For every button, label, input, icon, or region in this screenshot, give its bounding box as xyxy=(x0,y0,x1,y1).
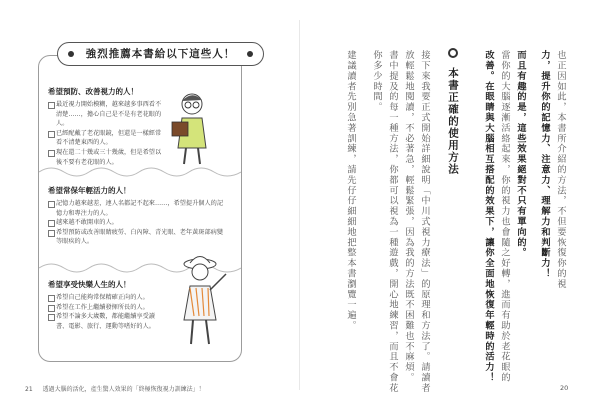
section-heading: 希望常保年輕活力的人！ xyxy=(48,185,218,196)
section-heading-text: 本書正確的使用方法 xyxy=(447,67,459,176)
body-column: 你多少時間。 xyxy=(371,50,382,113)
list-item: 希望預防或改善眼睛疲勞、白內障、青光眼、老年黃斑部病變等眼疾的人。 xyxy=(48,228,226,247)
body-column: 放輕鬆地閱讀，不必著急，輕鬆緊張，因為我的方法既不困難也不麻煩。 xyxy=(403,50,414,383)
body-column: 也正因如此，本書所介紹的方法，不但要恢復你的視 xyxy=(555,50,566,290)
bullet-dot-icon xyxy=(68,51,74,57)
list-item: 越來越不敢開車的人。 xyxy=(48,218,226,228)
section-heading: 希望享受快樂人生的人！ xyxy=(48,279,218,290)
section-vitality xyxy=(48,185,224,247)
list-item: 已經配戴了老花眼鏡，但還是一樣經常看不清楚東西的人。 xyxy=(48,129,166,148)
list-item: 記憶力越來越差，連人名都記不起來……，希望提升個人的記憶力和專注力的人。 xyxy=(48,199,226,218)
list-item: 最近視力開始模糊，越來越多事西看不清楚……，擔心自己是不是有老花眼的人。 xyxy=(48,100,166,129)
body-column: 建議讀者先別急著訓練，請先仔仔細細地把整本書瀏覽一遍。 xyxy=(345,50,356,331)
body-column: 當你的大腦逐漸活絡起來，你的視力也會隨之好轉，進而有助於老花眼的 xyxy=(499,50,510,383)
panel-title-text: 強烈推薦本書給以下這些人！ xyxy=(85,48,236,60)
ring-bullet-icon xyxy=(448,48,458,58)
list-item: 希望自己能夠常保精確正向的人。 xyxy=(48,293,164,303)
emphasis-column: 而且有趣的是，這些效果絕對不只有單向的。 xyxy=(515,50,526,258)
emphasis-column: 力，提升你的記憶力、注意力、理解力和判斷力！ xyxy=(539,50,550,279)
list-item: 希望在工作上繼續發揮所長的人。 xyxy=(48,303,164,313)
panel-title xyxy=(57,42,264,66)
list-item: 現在還二十幾或三十幾歲，但是希望以後不要有老花眼的人。 xyxy=(48,148,166,167)
body-column: 書中提及的每一種方法，你都可以視為一種遊戲，開心地練習，而且不會花 xyxy=(387,50,398,394)
list-item: 希望不論多大歲數，都能繼續享受讀書、電影、旅行、運動等嗜好的人。 xyxy=(48,312,164,331)
left-page-number: 21 xyxy=(25,386,33,393)
emphasis-column: 改善。在眼睛與大腦相互搭配的效果下，讓你全面地恢復年輕時的活力！ xyxy=(483,50,494,383)
section-heading: 希望預防、改善視力的人！ xyxy=(48,87,138,96)
right-page xyxy=(300,0,600,420)
left-page-footer xyxy=(25,384,205,393)
right-page-number: 20 xyxy=(560,384,569,392)
reading-man-illustration xyxy=(168,88,226,166)
waving-woman-illustration xyxy=(172,250,232,348)
running-footer: 透過大腦的活化，產生驚人效果的「終極恢復視力訓練法」！ xyxy=(42,386,205,393)
section-heading xyxy=(446,48,461,175)
body-column: 接下來我要正式開始詳細說明「中川式視力療法」的原理和方法了。請讀者 xyxy=(419,50,430,394)
bullet-dot-icon xyxy=(247,51,253,57)
